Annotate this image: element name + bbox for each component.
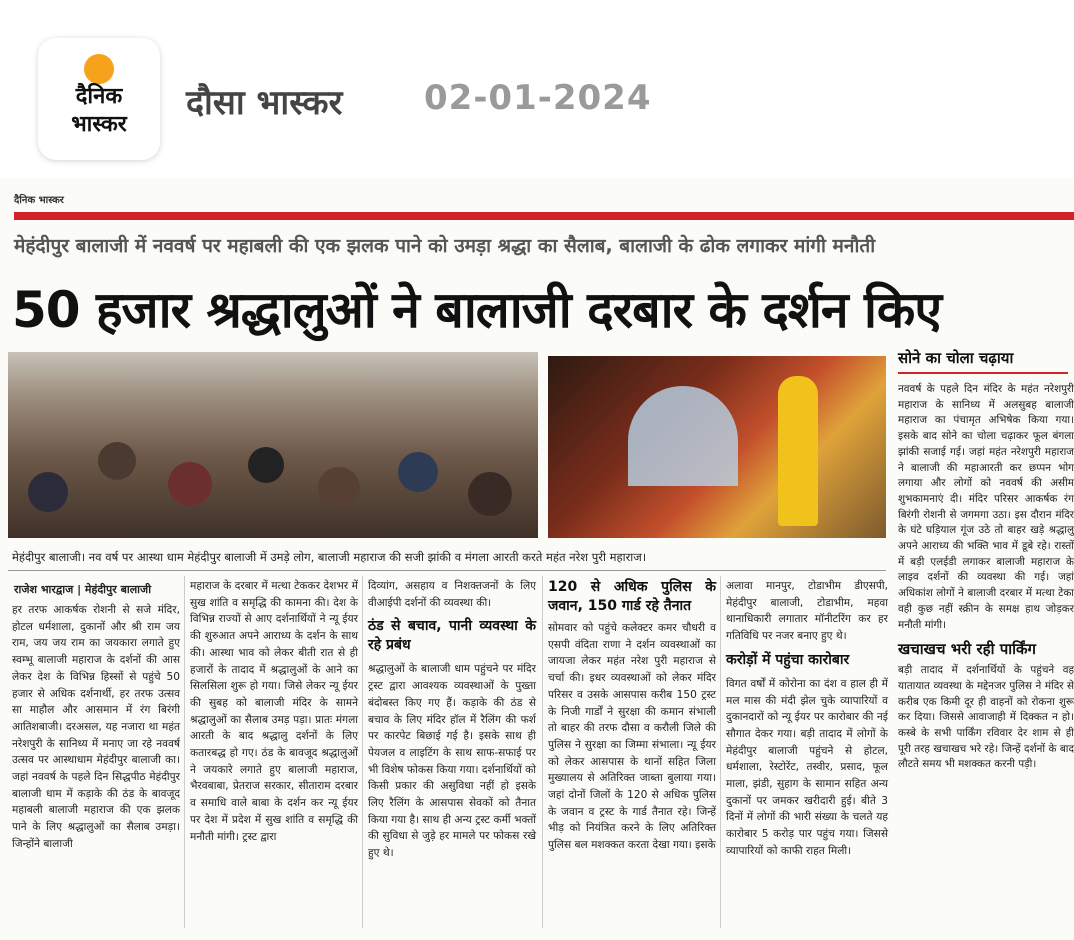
article-column-1 (12, 602, 180, 853)
article-column-3 (368, 578, 536, 862)
column-divider (720, 576, 721, 928)
sidebar-rule (898, 372, 1068, 374)
crowd-photo (8, 352, 538, 538)
temple-aarti-photo (548, 356, 886, 538)
sidebar-heading-gold-chola: सोने का चोला चढ़ाया (898, 349, 1014, 367)
edition-date: 02-01-2024 (424, 78, 652, 118)
dainik-bhaskar-logo[interactable] (38, 38, 160, 160)
sidebar-story (898, 348, 1074, 773)
byline: राजेश भारद्वाज | मेहंदीपुर बालाजी (14, 583, 152, 596)
column-3-top-text: दिव्यांग, असहाय व निशक्तजनों के लिए वीआईपी दर्शनों की व्यवस्था की। (368, 580, 536, 609)
subheading-business: करोड़ों में पहुंचा कारोबार (726, 651, 850, 668)
column-2-text: महाराज के दरबार में मत्था टेककर देशभर में सुख शांति व समृद्धि की कामना की। देश के विभिन्न राज्यों से आए दर्शनार्थियों ने न्यू ईयर की शुरुआत अपने आराध्य के दर्शन के साथ की। आस्था भाव को लेकर बीती रात से ही हजारों के तादाद में श्रद्धालुओं के आने का सिलसिला शुरू हो गया। जिसे लेकर न्यू ईयर की सुबह को बालाजी मंदिर के सामने श्रद्धालुओं का सैलाब उमड़ पड़ा। प्रातः मंगला आरती के बाद श्रद्धालु दर्शनों के लिए कतारबद्ध हो गए। ठंड के बावजूद श्रद्धालुओं ने जयकारे लगाते हुए बालाजी महाराज, भैरवबाबा, प्रेतराज सरकार, सीताराम दरबार व समाधि वाले बाबा के दर्शन कर न्यू ईयर पर देश में प्रदेश में सुख शांति व समृद्धि की मनौती मांगी। ट्रस्ट द्वारा (190, 580, 358, 843)
caption-rule (8, 570, 886, 571)
article-column-5 (726, 578, 888, 860)
article-column-4 (548, 578, 716, 854)
column-divider (184, 576, 185, 928)
column-5-body-text: विगत वर्षों में कोरोना का दंश व हाल ही में मल मास की मंदी झेल चुके व्यापारियों व दुकानदारों को न्यू ईयर पर कारोबार की नई सौगात देकर गया। बड़ी तादाद में लोगों के मेहंदीपुर बालाजी पहुंचने से होटल, धर्मशाला, रेस्टोरेंट, तस्वीर, प्रसाद, फूल माला, झंडी, सुहाग के सामान सहित अन्य दुकानों पर जमकर खरीदारी हुई। बीते 3 दिनों में लोगों की भारी संख्या के चलते यह कारोबार 5 करोड़ पार पहुंच गया। जिससे व्यापारियों को काफी राहत मिली। (726, 677, 888, 857)
column-5-top-text: अलावा मानपुर, टोडाभीम डीएसपी, मेहंदीपुर बालाजी, टोडाभीम, महवा थानाधिकारी लगातार मॉनीटरिंग कर हर गतिविधि पर नजर बनाए हुए थे। (726, 580, 888, 643)
sidebar-paragraph-1: नववर्ष के पहले दिन मंदिर के महंत नरेशपुरी महाराज के सानिध्य में अलसुबह बालाजी महाराज का पंचामृत अभिषेक किया गया। इसके बाद सोने का चोला चढ़ाकर फूल बंगला झांकी सजाई गई। जहां महंत नरेशपुरी महाराज ने बालाजी की महाआरती कर छप्पन भोग लगाया और लोगों को नववर्ष की असीम शुभकामनाएं दी। मंदिर परिसर आकर्षक रंग बिरंगी रोशनी से जगमगा उठा। इस दौरान मंदिर के घंटे घड़ियाल गूंज उठे तो बाहर खड़े श्रद्धालु अपने आराध्य की भक्ति भाव में डूबे रहे। रास्तों में बड़ी एलईडी लगाकर बालाजी महाराज के लाइव दर्शनों की व्यवस्था की गई। जहां अधिकांश लोगों ने बालाजी दरबार में मत्था टेका वही कुछ नहीं स्क्रीन के समक्ष हाथ जोड़कर मनौती मांगी। (898, 383, 1074, 631)
photo-caption: मेहंदीपुर बालाजी। नव वर्ष पर आस्था धाम मेहंदीपुर बालाजी में उमड़े लोग, बालाजी महाराज की सजी झांकी व मंगला आरती करते महंत नरेश पुरी महाराज। (12, 550, 647, 564)
edition-title: दौसा भास्कर (186, 83, 343, 123)
column-divider (362, 576, 363, 928)
column-1-text: हर तरफ आकर्षक रोशनी से सजे मंदिर, होटल धर्मशाला, दुकानों और श्री राम जय राम, जय जय राम का जयकारा लगाते हुए स्वम्भू बालाजी महाराज के दर्शनों की आस लेकर देश के विभिन्न हिस्सों से पहुंचे 50 हजार से अधिक दर्शनार्थी, हर तरफ उत्सव सा माहौल और आसमान में रंग बिरंगी आतिशबाजी। दरअसल, यह नजारा था महंत नरेशपुरी के सानिध्य में मनाए जा रहे नववर्ष उत्सव पर आस्थाधाम मेहंदीपुर बालाजी का। जहां नववर्ष के पहले दिन सिद्धपीठ मेहंदीपुर बालाजी धाम में कड़ाके की ठंड के बावजूद महाबली बालाजी महाराज की एक झलक पाने के लिए श्रद्धालुओं का सैलाब उमड़ा। जिन्होंने बालाजी (12, 604, 180, 850)
subheading-police: 120 से अधिक पुलिस के जवान, 150 गार्ड रहे तैनात (548, 579, 716, 614)
logo-text-line2: भास्कर (71, 112, 127, 137)
red-rule (14, 212, 1074, 220)
app-header (0, 0, 1074, 178)
kicker-line: मेहंदीपुर बालाजी में नववर्ष पर महाबली की एक झलक पाने को उमड़ा श्रद्धा का सैलाब, बालाजी के ढोक लगाकर मांगी मनौती (14, 235, 876, 257)
article-column-2 (190, 578, 358, 845)
main-headline: 50 हजार श्रद्धालुओं ने बालाजी दरबार के दर्शन किए (12, 281, 941, 339)
column-4-body-text: सोमवार को पहुंचे कलेक्टर कमर चौधरी व एसपी वंदिता राणा ने दर्शन व्यवस्थाओं का जायजा लेकर महंत नरेश पुरी महाराज से चर्चा की। इधर व्यवस्थाओं को लेकर मंदिर परिसर व उसके आसपास करीब 150 ट्रस्ट के निजी गार्डों ने सुरक्षा की कमान संभाली तो बाहर की तरफ दौसा व करौली जिले की पुलिस ने सुरक्षा का जिम्मा संभाला। न्यू ईयर को लेकर आसपास के थानों सहित जिला मुख्यालय से अतिरिक्त जाब्ता बुलाया गया। जहां दोनों जिलों के 120 से अधिक पुलिस के जवान व ट्रस्ट के गार्ड तैनात रहे। जिन्हें भीड़ को नियंत्रित करने के लिए अतिरिक्त पुलिस बल मशक्कत करता देखा गया। इसके (548, 622, 716, 852)
column-3-body-text: श्रद्धालुओं के बालाजी धाम पहुंचने पर मंदिर ट्रस्ट द्वारा आवश्यक व्यवस्थाओं के पुख्ता बंदोबस्त किए गए हैं। कड़ाके की ठंड से बचाव के लिए मंदिर हॉल में रैलिंग की फर्श पर कारपेट बिछाई गई है। इसके साथ ही पेयजल व लाइटिंग के साथ साफ-सफाई पर भी विशेष फोकस किया गया। दर्शनार्थियों को किसी प्रकार की असुविधा नहीं हो इसके लिए रैलिंग के आसपास सेवकों को तैनात किया गया है। साथ ही अन्य ट्रस्ट कर्मी भक्तों की सुविधा से जुड़े हर मामले पर फोकस रखे हुए थे। (368, 663, 536, 860)
column-divider (542, 576, 543, 928)
logo-text-line1: दैनिक (75, 84, 123, 109)
sidebar-heading-parking: खचाखच भरी रही पार्किंग (898, 640, 1036, 659)
newspaper-clipping (0, 178, 1074, 940)
subheading-cold-water: ठंड से बचाव, पानी व्यवस्था के रहे प्रबंध (368, 618, 536, 654)
clipped-masthead: दैनिक भास्कर (14, 195, 64, 206)
sidebar-paragraph-2: बड़ी तादाद में दर्शनार्थियों के पहुंचने वह यातायात व्यवस्था के मद्देनजर पुलिस ने मंदिर से करीब एक किमी दूर ही वाहनों को रोकना शुरू कर दिया। जिससे आवाजाही में दिक्कत न हो। कस्बे के सभी पार्किंग रविवार देर शाम से ही पूरी तरह खचाखच भरे रहे। जिन्हें दर्शनों के बाद लौटते समय भी मशक्कत करनी पड़ी। (898, 664, 1074, 771)
